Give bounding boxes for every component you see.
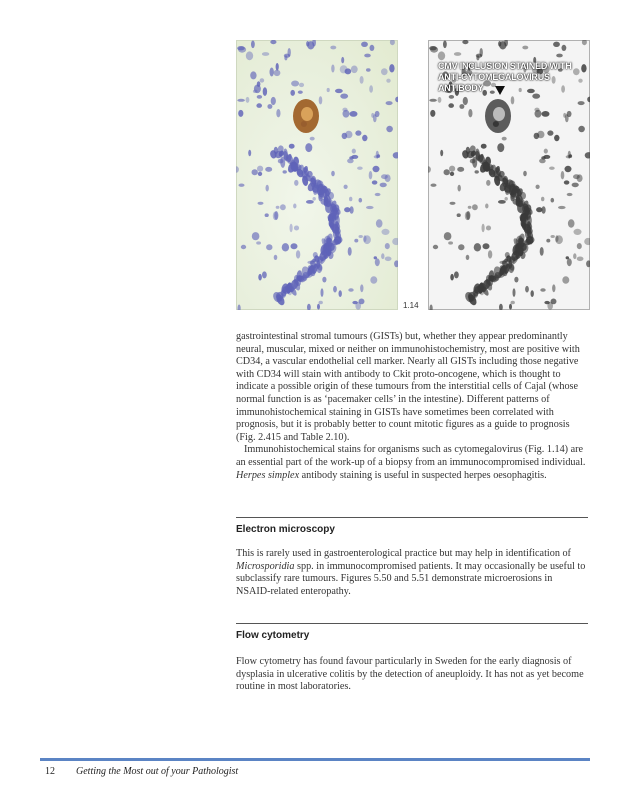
cell-nucleus <box>307 261 314 264</box>
cell-nucleus <box>348 247 352 256</box>
cell-nucleus <box>313 197 316 201</box>
cell-nucleus <box>291 81 299 87</box>
section-divider-flow <box>236 623 588 624</box>
cell-nucleus <box>485 204 488 209</box>
cell-nucleus <box>483 243 490 249</box>
cell-nucleus <box>237 99 245 102</box>
cell-nucleus <box>552 284 555 292</box>
cell-nucleus <box>565 114 569 122</box>
cell-nucleus <box>369 171 373 179</box>
cell-nucleus <box>327 88 330 92</box>
microsporidia-italic: Microsporidia <box>236 560 295 572</box>
cell-nucleus <box>465 212 470 221</box>
flow-paragraph: Flow cytometry has found favour particularly in Sweden for the early diagnosis of dysplasia in ulcerative colitis by the detection of aneuploidy. It has not as yet become routine in most laboratories. <box>236 656 584 693</box>
cell-nucleus <box>366 68 371 71</box>
cell-nucleus <box>291 243 298 249</box>
cell-nucleus <box>238 305 241 311</box>
cell-nucleus <box>280 204 286 210</box>
cell-nucleus <box>534 133 540 139</box>
cell-nucleus <box>542 111 550 117</box>
cell-nucleus <box>430 305 433 311</box>
cell-nucleus <box>319 194 323 199</box>
cell-nucleus <box>390 40 395 45</box>
cell-nucleus <box>258 274 262 281</box>
cell-nucleus <box>499 304 503 310</box>
cell-nucleus <box>561 171 565 179</box>
cell-nucleus <box>582 40 587 45</box>
cell-nucleus <box>482 289 485 292</box>
cell-nucleus <box>522 46 528 50</box>
cell-nucleus <box>341 57 344 63</box>
figure-overlay-label-line1: CMV INCLUSION STAINED WITH <box>438 61 572 71</box>
cell-nucleus <box>468 206 472 209</box>
arrow-down-icon <box>495 86 505 95</box>
cell-nucleus <box>374 155 379 158</box>
cell-nucleus <box>366 206 374 209</box>
cell-nucleus <box>486 226 491 231</box>
cell-nucleus <box>568 219 575 227</box>
cell-nucleus <box>248 150 251 156</box>
cell-nucleus <box>331 171 335 177</box>
cell-nucleus <box>525 286 529 293</box>
cell-nucleus <box>257 81 261 87</box>
cell-nucleus <box>449 95 454 99</box>
cmv-inclusion-core <box>301 107 313 121</box>
cell-nucleus <box>374 256 377 259</box>
electron-text-a: This is rarely used in gastroenterological practice but may help in identification of <box>236 548 571 559</box>
cell-nucleus <box>273 212 278 221</box>
cell-nucleus <box>573 253 576 259</box>
cell-nucleus <box>256 103 262 108</box>
cell-nucleus <box>386 79 390 83</box>
cell-nucleus <box>551 235 555 238</box>
cell-nucleus <box>290 224 293 232</box>
cell-nucleus <box>523 171 527 177</box>
cell-nucleus <box>350 111 358 117</box>
cell-nucleus <box>252 232 260 240</box>
cell-nucleus <box>276 109 280 117</box>
cell-nucleus <box>549 167 555 170</box>
cell-nucleus <box>555 235 558 242</box>
cell-nucleus <box>267 104 272 109</box>
cell-nucleus <box>238 110 243 117</box>
cell-nucleus <box>283 170 287 173</box>
cell-nucleus <box>278 159 284 164</box>
micrograph-left-drawing <box>236 40 398 310</box>
section-divider-electron <box>236 517 588 518</box>
cell-nucleus <box>536 185 540 189</box>
cell-nucleus <box>352 149 356 154</box>
cell-nucleus <box>251 41 255 49</box>
cell-nucleus <box>271 97 276 105</box>
cell-nucleus <box>562 45 567 51</box>
cell-nucleus <box>258 202 264 205</box>
cell-nucleus <box>349 197 352 202</box>
cell-nucleus <box>508 260 512 269</box>
cell-nucleus <box>364 54 371 58</box>
cell-nucleus <box>331 65 334 73</box>
cell-nucleus <box>299 83 304 87</box>
cell-nucleus <box>553 42 560 47</box>
cell-nucleus <box>363 235 366 242</box>
section-heading-flow-cytometry: Flow cytometry <box>236 630 310 641</box>
cell-nucleus <box>316 260 320 269</box>
cell-nucleus <box>305 143 312 152</box>
paragraph-immuno-text-b: antibody staining is useful in suspected herpes oesophagitis. <box>299 469 547 481</box>
cell-nucleus <box>258 172 262 176</box>
cell-nucleus <box>322 277 326 283</box>
cell-nucleus <box>389 64 394 72</box>
cell-nucleus <box>375 193 381 196</box>
cell-nucleus <box>468 109 472 117</box>
cell-nucleus <box>270 68 274 77</box>
cell-nucleus <box>386 126 393 132</box>
cell-nucleus <box>319 96 323 104</box>
cell-nucleus <box>306 200 314 204</box>
cell-nucleus <box>362 135 367 141</box>
cell-nucleus <box>551 198 555 203</box>
cell-nucleus <box>326 199 333 207</box>
cell-nucleus <box>372 180 378 184</box>
cell-nucleus <box>344 185 348 189</box>
cell-nucleus <box>282 243 289 251</box>
electron-microscopy-text <box>236 548 588 598</box>
cell-nucleus <box>454 52 461 56</box>
cell-nucleus <box>458 244 464 250</box>
cell-nucleus <box>544 149 548 154</box>
cell-nucleus <box>429 99 437 102</box>
cell-nucleus <box>274 255 278 260</box>
cell-nucleus <box>276 206 280 209</box>
cell-nucleus <box>339 290 342 297</box>
figure-overlay-label-line2: ANTI-CYTOMEGALOVIRUS ANTIBODY <box>438 72 550 93</box>
cell-nucleus <box>310 137 315 141</box>
cell-nucleus <box>469 297 474 301</box>
paragraph-gist-text: gastrointestinal stromal tumours (GISTs) but, whether they appear predominantly neural, muscular, mixed or neither on immunohistochemistry, most are positive with CD34, a vascular endothelial cell marker. Nearly all GISTs including those negative with CD34 will stain with antibody to Ckit proto-oncogene, which is thought to indicate a possible origin of these tumours from the interstitial cells of Cajal (whose normal function is as ‘pacemaker cells’ in the intestine). Different patterns of immunohistochemical staining in GISTs have sometimes been correlated with prognosis, but it is probably better to count mitotic figures as a guide to prognosis (Fig. 2.415 and Table 2.10). <box>236 331 580 443</box>
cell-nucleus <box>335 89 343 93</box>
cell-nucleus <box>450 274 454 281</box>
cell-nucleus <box>257 95 262 99</box>
cell-nucleus <box>438 51 445 60</box>
cell-nucleus <box>359 235 363 238</box>
cell-nucleus <box>572 183 579 188</box>
cell-nucleus <box>444 232 452 240</box>
cell-nucleus <box>342 108 347 112</box>
cell-nucleus <box>509 304 512 310</box>
cell-nucleus <box>370 276 377 284</box>
cell-nucleus <box>448 103 454 108</box>
cell-nucleus <box>584 238 590 245</box>
cell-nucleus <box>540 288 545 292</box>
cell-nucleus <box>321 288 324 297</box>
cell-nucleus <box>265 167 272 172</box>
cell-nucleus <box>428 166 431 172</box>
cell-nucleus <box>457 213 461 217</box>
cell-nucleus <box>547 130 553 135</box>
cell-nucleus <box>505 252 510 258</box>
cell-nucleus <box>290 289 293 292</box>
cell-nucleus <box>502 137 507 141</box>
cell-nucleus <box>498 41 501 47</box>
cell-nucleus <box>354 239 358 243</box>
cell-nucleus <box>514 277 518 283</box>
cell-nucleus <box>567 193 573 196</box>
cell-nucleus <box>290 90 295 96</box>
cell-nucleus <box>475 170 479 173</box>
cell-nucleus <box>340 65 348 73</box>
cell-nucleus <box>386 101 393 105</box>
cell-nucleus <box>381 174 388 179</box>
cell-nucleus <box>344 207 350 212</box>
cell-nucleus <box>385 257 392 262</box>
cell-nucleus <box>566 155 571 158</box>
cell-nucleus <box>513 288 516 297</box>
cell-nucleus <box>246 97 250 103</box>
cell-nucleus <box>481 144 487 149</box>
page-number: 12 <box>45 766 55 777</box>
cell-nucleus <box>289 144 295 149</box>
cell-nucleus <box>558 206 566 209</box>
cell-nucleus <box>486 180 490 186</box>
cell-nucleus <box>482 224 485 232</box>
cell-nucleus <box>450 202 456 205</box>
cell-nucleus <box>586 260 590 267</box>
cell-nucleus <box>317 180 324 187</box>
cell-nucleus <box>252 169 258 175</box>
cell-nucleus <box>463 97 468 105</box>
cell-nucleus <box>472 204 478 210</box>
cell-nucleus <box>342 133 348 139</box>
cell-nucleus <box>509 180 516 187</box>
cell-nucleus <box>294 180 298 186</box>
cell-nucleus <box>348 288 353 292</box>
cell-nucleus <box>298 91 303 94</box>
cell-nucleus <box>260 78 265 82</box>
cell-nucleus <box>505 197 508 201</box>
cell-nucleus <box>294 226 299 231</box>
cell-nucleus <box>307 304 311 310</box>
cell-nucleus <box>375 258 380 266</box>
cell-nucleus <box>430 110 435 117</box>
cell-nucleus <box>518 199 525 207</box>
cell-nucleus <box>525 239 531 245</box>
cell-nucleus <box>511 96 515 104</box>
flow-cytometry-text <box>236 656 588 694</box>
cell-nucleus <box>276 63 279 71</box>
cell-nucleus <box>459 104 464 109</box>
cell-nucleus <box>385 243 390 249</box>
cell-nucleus <box>266 244 272 250</box>
cell-nucleus <box>498 200 506 204</box>
cell-nucleus <box>511 301 515 305</box>
cell-nucleus <box>340 94 348 99</box>
cell-nucleus <box>532 94 540 99</box>
cell-nucleus <box>241 245 246 249</box>
electron-text-b: spp. in immunocompromised patients. It may occasionally be useful to subclassify rare tumours. Figures 5.50 and 5.51 demonstrate microerosions in NSAID-related enteropathy. <box>236 560 586 597</box>
cell-nucleus <box>361 42 368 47</box>
cell-nucleus <box>274 70 281 76</box>
cell-nucleus <box>351 66 358 74</box>
cell-nucleus <box>296 250 300 258</box>
cell-nucleus <box>360 76 364 84</box>
cell-nucleus <box>355 302 361 310</box>
cell-nucleus <box>534 108 539 112</box>
cell-nucleus <box>306 41 309 47</box>
cell-nucleus <box>262 271 267 278</box>
cell-nucleus <box>373 166 380 172</box>
cell-nucleus <box>578 101 585 105</box>
cell-nucleus <box>236 166 239 172</box>
cell-nucleus <box>359 198 363 203</box>
cell-nucleus <box>536 207 542 212</box>
cell-nucleus <box>448 241 453 244</box>
cell-nucleus <box>266 185 269 192</box>
cell-nucleus <box>476 54 482 58</box>
cell-nucleus <box>360 284 363 292</box>
cell-nucleus <box>511 194 515 199</box>
cell-nucleus <box>450 172 454 176</box>
paragraph-immuno <box>236 444 588 482</box>
cell-nucleus <box>554 135 559 141</box>
cell-nucleus <box>466 255 470 260</box>
cell-nucleus <box>392 238 398 245</box>
cell-nucleus <box>238 47 246 53</box>
cell-nucleus <box>577 243 582 249</box>
cell-nucleus <box>443 41 447 49</box>
cell-nucleus <box>488 250 492 258</box>
cell-nucleus <box>277 297 282 301</box>
cell-nucleus <box>373 114 377 122</box>
cell-nucleus <box>239 184 245 187</box>
cell-nucleus <box>246 51 253 60</box>
cell-nucleus <box>546 239 550 243</box>
cell-nucleus <box>355 130 361 135</box>
cell-nucleus <box>380 183 387 188</box>
cell-nucleus <box>474 243 481 251</box>
footer-rule <box>40 758 590 761</box>
cell-nucleus <box>556 54 563 58</box>
cell-nucleus <box>524 216 528 221</box>
cell-nucleus <box>393 152 398 158</box>
cell-nucleus <box>454 271 459 278</box>
cell-nucleus <box>319 301 323 305</box>
cell-nucleus <box>257 166 263 172</box>
cell-nucleus <box>263 87 267 96</box>
cell-nucleus <box>330 46 336 50</box>
cell-nucleus <box>574 229 582 235</box>
cell-nucleus <box>541 197 544 202</box>
section-heading-electron-microscopy: Electron microscopy <box>236 524 335 535</box>
cmv-inclusion-core <box>493 107 505 121</box>
cell-nucleus <box>333 286 337 293</box>
cell-nucleus <box>293 204 296 209</box>
cell-nucleus <box>531 290 534 297</box>
cell-nucleus <box>284 54 290 58</box>
cell-nucleus <box>444 169 450 175</box>
cell-nucleus <box>562 276 569 284</box>
cell-nucleus <box>438 97 442 103</box>
cell-nucleus <box>256 241 261 244</box>
cell-nucleus <box>458 185 461 192</box>
cell-nucleus <box>433 245 438 249</box>
cell-nucleus <box>313 252 318 258</box>
cell-nucleus <box>585 152 590 158</box>
cell-nucleus <box>449 166 455 172</box>
cell-nucleus <box>431 184 437 187</box>
cell-nucleus <box>250 71 256 79</box>
cell-nucleus <box>265 213 269 217</box>
cell-nucleus <box>577 257 584 262</box>
cell-nucleus <box>547 302 553 310</box>
cell-nucleus <box>470 159 476 164</box>
paragraph-gist <box>236 331 588 444</box>
cell-nucleus <box>262 52 269 56</box>
cell-nucleus <box>573 174 580 179</box>
cell-nucleus <box>540 247 544 256</box>
cell-nucleus <box>376 219 383 227</box>
cell-nucleus <box>370 45 375 51</box>
cell-nucleus <box>565 166 572 172</box>
cell-nucleus <box>497 143 504 152</box>
cell-nucleus <box>440 150 443 156</box>
micrograph-left-colour <box>236 40 398 310</box>
cell-nucleus <box>567 258 572 266</box>
herpes-simplex-italic: Herpes simplex <box>236 469 300 481</box>
cell-nucleus <box>369 85 373 93</box>
cell-nucleus <box>578 126 585 132</box>
cell-nucleus <box>457 167 464 172</box>
cell-nucleus <box>381 68 388 75</box>
cell-nucleus <box>566 256 569 259</box>
main-text-block <box>236 331 588 482</box>
cell-nucleus <box>394 260 398 267</box>
cell-nucleus <box>430 47 438 53</box>
cell-nucleus <box>395 97 398 103</box>
cell-nucleus <box>543 155 550 159</box>
running-title: Getting the Most out of your Pathologist <box>76 766 239 777</box>
cell-nucleus <box>564 180 570 184</box>
cell-nucleus <box>317 304 320 310</box>
cell-nucleus <box>382 229 390 235</box>
cell-nucleus <box>587 97 590 103</box>
cell-nucleus <box>351 155 358 159</box>
paragraph-immuno-text-a: Immunohistochemical stains for organisms such as cytomegalovirus (Fig. 1.14) are an essential part of the work-up of a biopsy from an immunocompromised individual. <box>236 444 586 468</box>
cell-nucleus <box>462 40 468 44</box>
cell-nucleus <box>381 253 384 259</box>
cell-nucleus <box>499 261 506 264</box>
cell-nucleus <box>332 216 336 221</box>
cell-nucleus <box>270 40 276 44</box>
cell-nucleus <box>333 239 339 245</box>
figure-number: 1.14 <box>403 301 419 310</box>
cell-nucleus <box>357 167 363 170</box>
